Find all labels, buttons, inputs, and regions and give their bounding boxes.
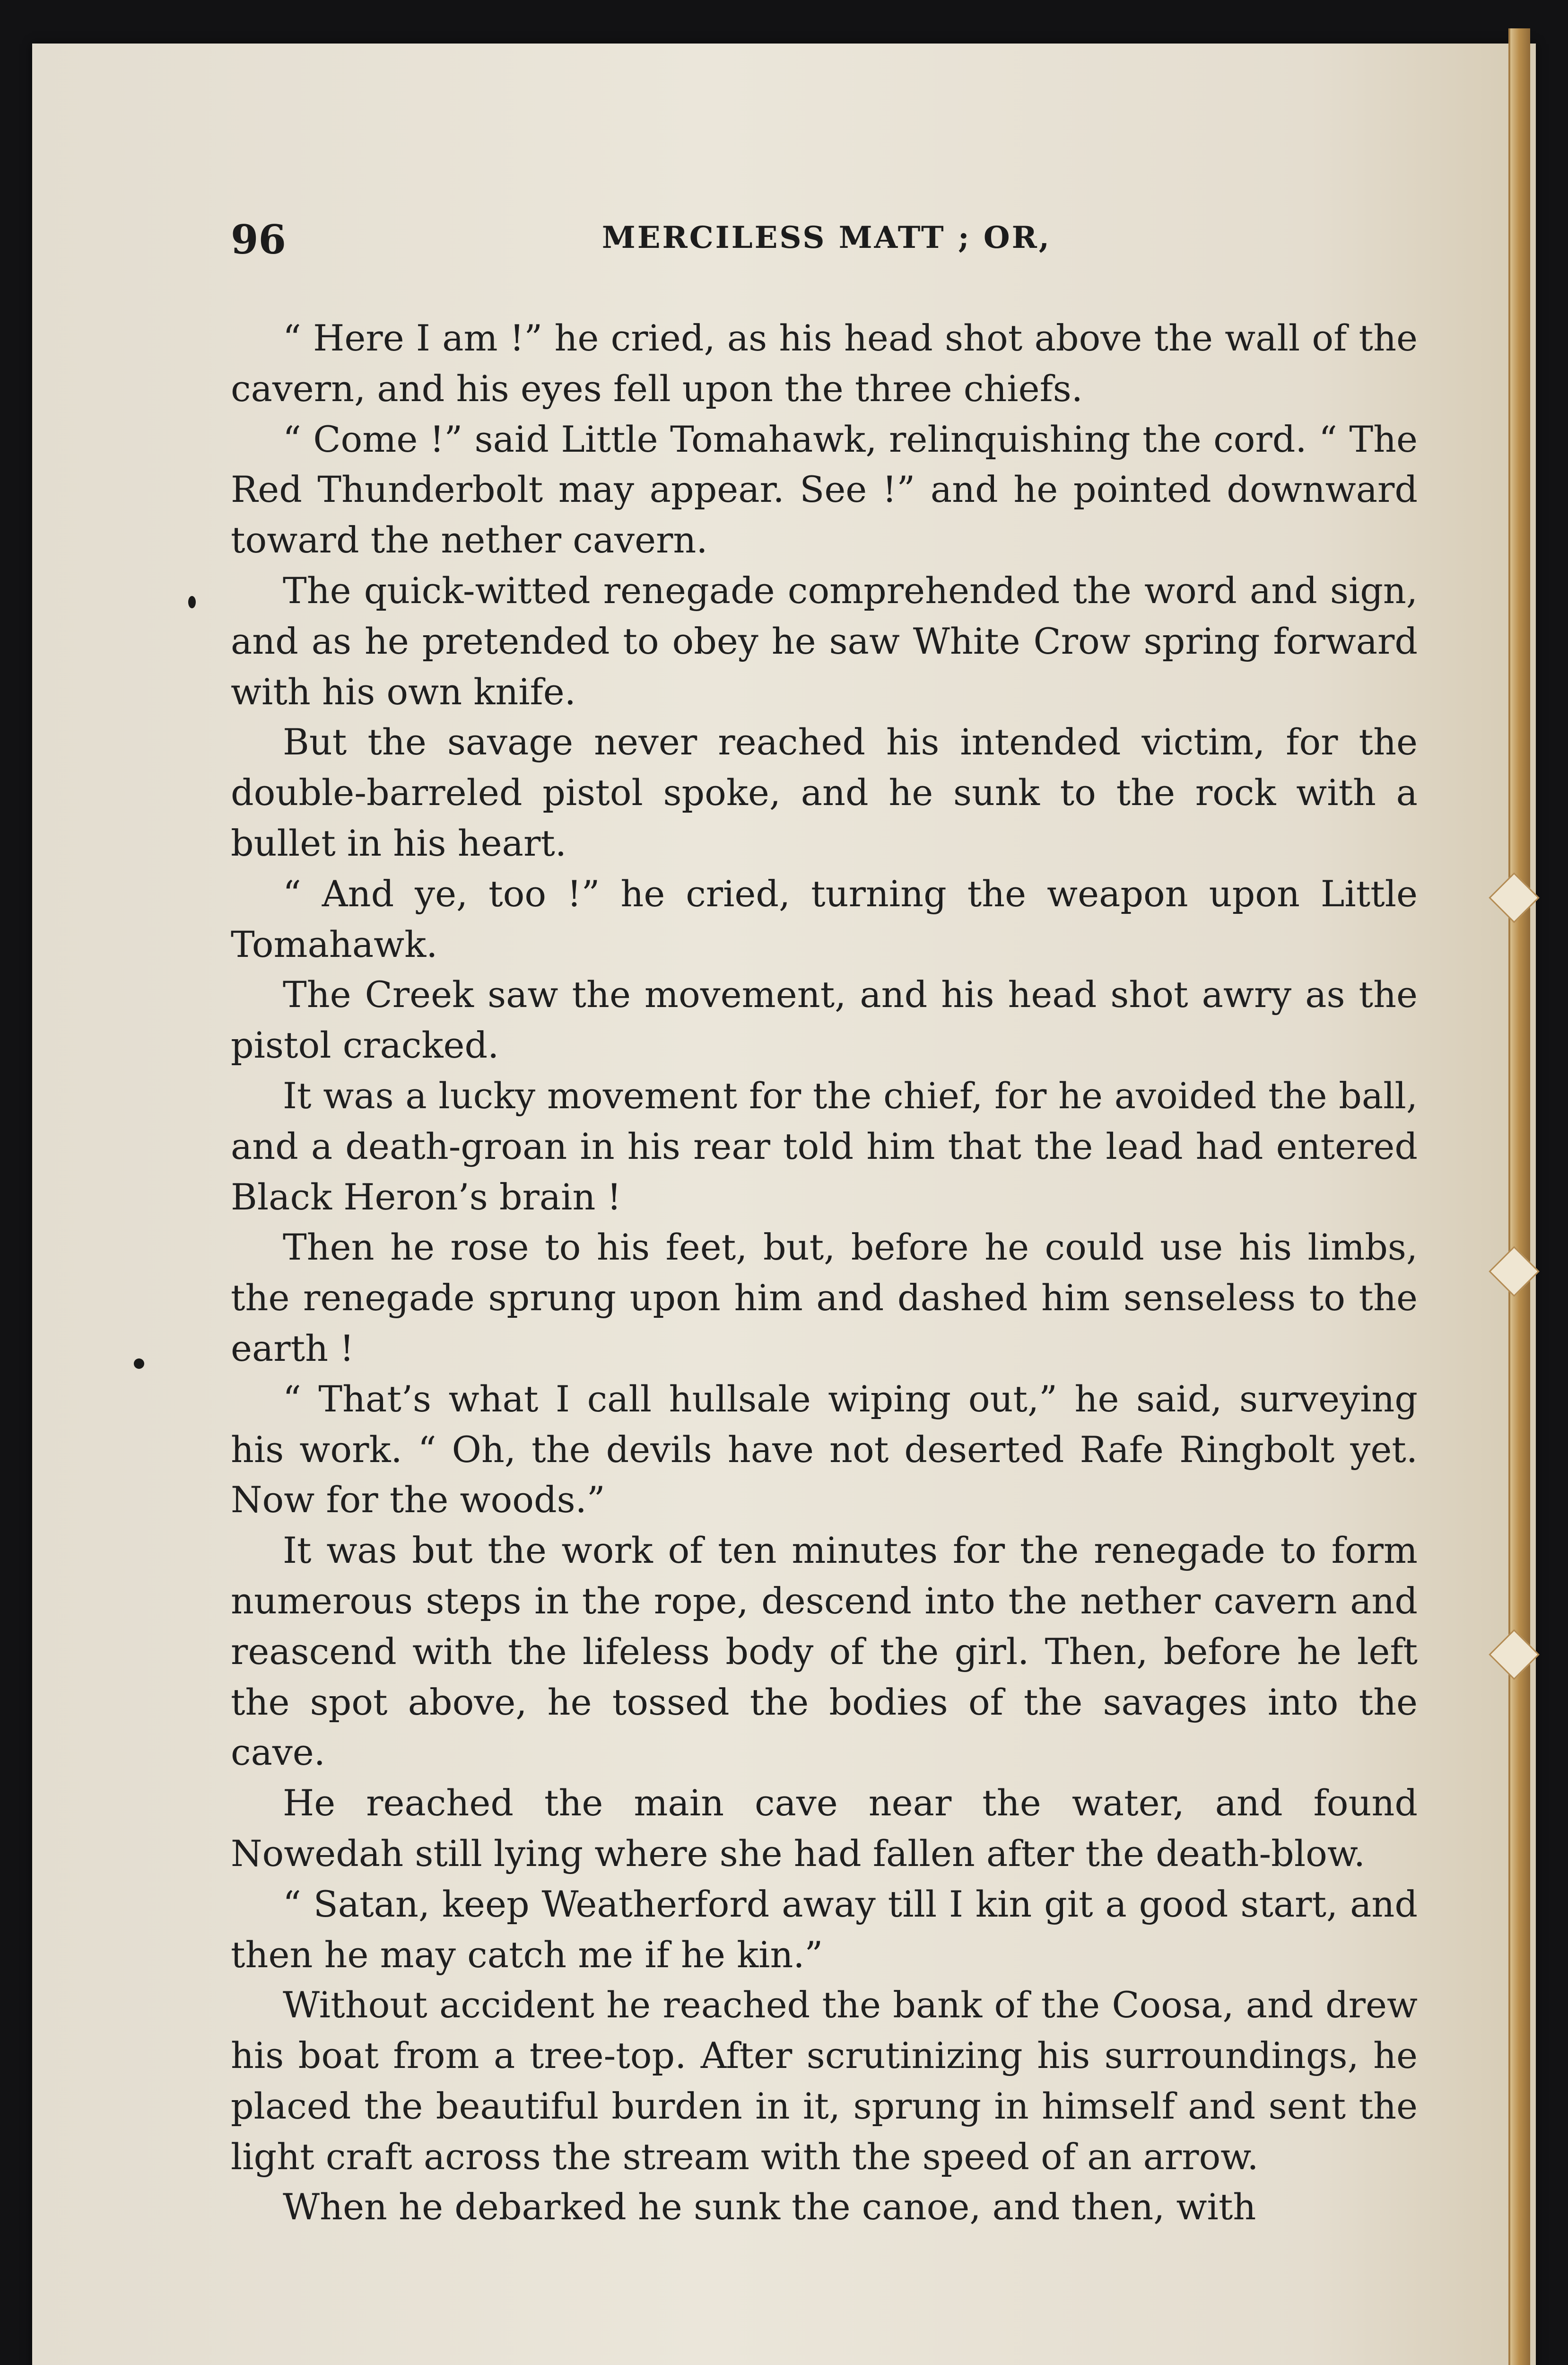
paragraph: Then he rose to his feet, but, before he could use his limbs, the renegade sprung upon him and dashed him senseless to the earth ! — [231, 1226, 1418, 1369]
page-binding-edge — [1508, 28, 1530, 2365]
book-page — [32, 44, 1536, 2365]
paragraph: “ Satan, keep Weatherford away till I kin git a good start, and then he may catch me if he kin.” — [231, 1883, 1418, 1976]
paragraph: “ And ye, too !” he cried, turning the weapon upon Little Tomahawk. — [231, 872, 1418, 965]
paragraph: “ That’s what I call hullsale wiping out,” he said, surveying his work. “ Oh, the devils have not deserted Rafe Ringbolt yet. Now for the woods.” — [231, 1377, 1418, 1521]
paragraph: The Creek saw the movement, and his head shot awry as the pistol cracked. — [231, 973, 1418, 1067]
paragraph: Without accident he reached the bank of the Coosa, and drew his boat from a tree-top. After scrutinizing his surroundings, he placed the beautiful burden in it, sprung in himself and sent the light craft across the stream with the speed of an arrow. — [231, 1984, 1418, 2178]
paragraph: When he debarked he sunk the canoe, and then, with — [283, 2186, 1256, 2228]
ink-spot — [188, 596, 196, 608]
paragraph: “ Here I am !” he cried, as his head shot above the wall of the cavern, and his eyes fell upon the three chiefs. — [231, 317, 1418, 410]
ink-spot — [134, 1358, 144, 1369]
paragraph: It was a lucky movement for the chief, for he avoided the ball, and a death-groan in his rear told him that the lead had entered Black Heron’s brain ! — [231, 1074, 1418, 1218]
paragraph: But the savage never reached his intended victim, for the double-barreled pistol spoke, and he sunk to the rock with a bullet in his heart. — [231, 721, 1418, 864]
page-number: 96 — [231, 216, 286, 263]
page-header — [231, 216, 1422, 268]
running-title: MERCILESS MATT ; OR, — [601, 220, 1052, 255]
body-text — [231, 313, 1418, 2233]
paragraph: “ Come !” said Little Tomahawk, relinquishing the cord. “ The Red Thunderbolt may appear. See !” and he pointed downward toward the nether cavern. — [231, 418, 1418, 561]
paragraph: It was but the work of ten minutes for the renegade to form numerous steps in the rope, descend into the nether cavern and reascend with the lifeless body of the girl. Then, before he left the spot above, he tossed the bodies of the savages into the cave. — [231, 1529, 1418, 1774]
paragraph: The quick-witted renegade comprehended the word and sign, and as he pretended to obey he saw White Crow spring forward with his own knife. — [231, 569, 1418, 713]
paragraph: He reached the main cave near the water, and found Nowedah still lying where she had fallen after the death-blow. — [231, 1782, 1418, 1874]
